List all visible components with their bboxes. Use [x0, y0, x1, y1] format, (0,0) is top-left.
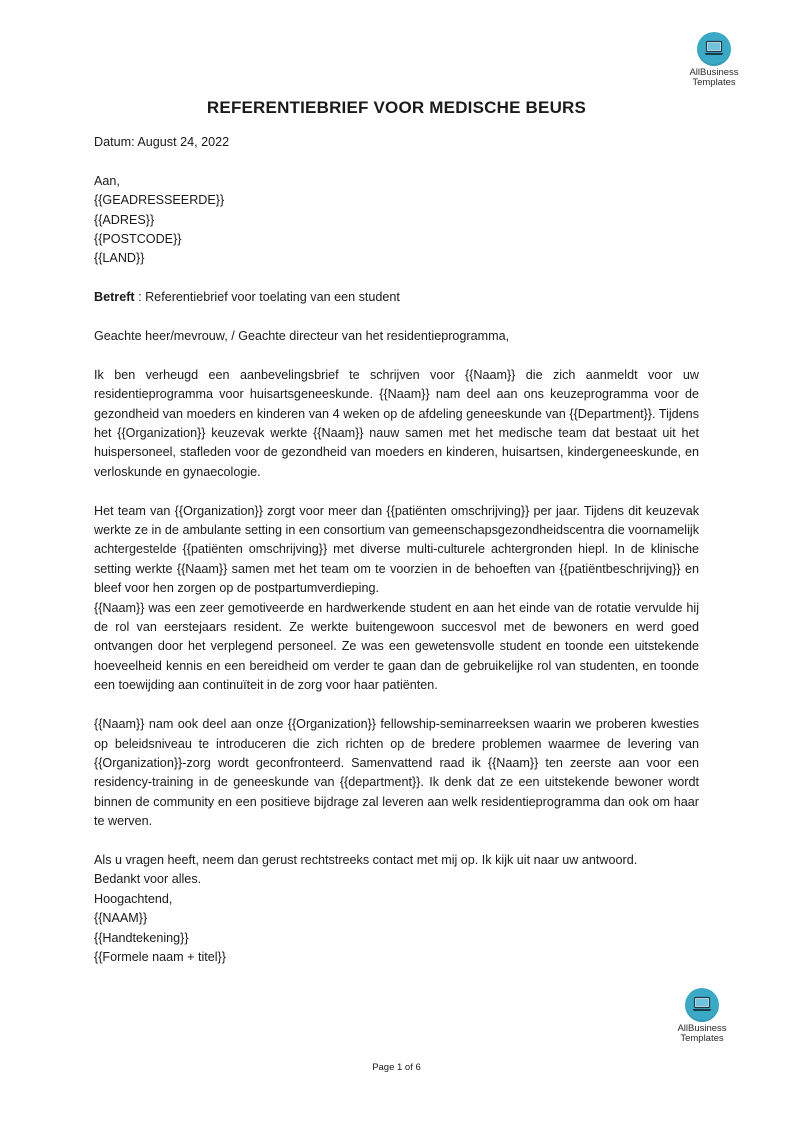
closing-signature: {{Handtekening}}: [94, 930, 189, 945]
greeting: Geachte heer/mevrouw, / Geachte directeur van het residentieprogramma,: [94, 329, 510, 344]
spacer: [94, 269, 699, 288]
closing-formal-name: {{Formele naam + titel}}: [94, 949, 226, 964]
laptop-icon: [697, 32, 731, 66]
recipient-postcode: {{POSTCODE}}: [94, 232, 182, 247]
spacer: [94, 832, 699, 851]
brand-logo-text: [662, 1024, 742, 1044]
date-line: Datum: August 24, 2022: [94, 135, 230, 149]
body-paragraph-4: {{Naam}} nam ook deel aan onze {{Organization}} fellowship-seminarreeksen waarin we proberen kwesties op beleidsniveau te introduceren die zich richten op de bredere problemen waarmee de levering van {{Organization}}-zorg wordt geconfronteerd. Samenvattend raad ik {{Naam}} ten zeerste aan voor een residency-training in de geneeskunde van {{department}}. Ik denk dat ze een uitstekende bewoner wordt binnen de community en een positieve bijdrage zal leveren aan welk residentieprogramma dan ook om haar te werven.: [94, 717, 699, 829]
subject-label: Betreft: [94, 290, 135, 305]
brand-line-1: AllBusiness: [689, 67, 739, 78]
laptop-icon: [685, 988, 719, 1022]
brand-line-2: Templates: [692, 77, 736, 88]
brand-logo-text: [674, 68, 754, 88]
body-paragraph-3: {{Naam}} was een zeer gemotiveerde en hardwerkende student en aan het einde van de rotatie vervulde hij de rol van eerstejaars resident. Ze werkte buitengewoon succesvol met de bewoners en werd goed ontvangen door het verplegend personeel. Ze was een gewetensvolle student en toonde een uitstekende hoeveelheid kennis en een bereidheid om verder te gaan dan de gebruikelijke rol van studenten, en toonde een toewijding aan continuïteit in de zorg voor haar patiënten.: [94, 600, 699, 693]
spacer: [94, 696, 699, 715]
recipient-address: {{ADRES}}: [94, 212, 155, 227]
brand-line-2: Templates: [680, 1033, 724, 1044]
closing-regards: Hoogachtend,: [94, 891, 173, 906]
body-paragraph-2: Het team van {{Organization}} zorgt voor meer dan {{patiënten omschrijving}} per jaar. Tijdens dit keuzevak werkte ze in de ambulante setting in een consortium van gemeenschapsgezondheidscentra die voornamelijk achtergestelde {{patiënten omschrijving}} met diverse multi-culturele achtergronden hiepl. In de klinische setting werkte {{Naam}} samen met het team om te voorzien in de behoeften van {{patiëntbeschrijving}} en bleef voor hen zorgen op de postpartumverdieping.: [94, 503, 699, 596]
brand-logo-top: [674, 32, 754, 88]
spacer: [94, 482, 699, 501]
closing-contact: Als u vragen heeft, neem dan gerust rechtstreeks contact met mij op. Ik kijk uit naar uw antwoord.: [94, 852, 638, 867]
body-paragraph-1: Ik ben verheugd een aanbevelingsbrief te schrijven voor {{Naam}} die zich aanmeldt voor uw residentieprogramma voor huisartsgeneeskunde. {{Naam}} nam deel aan ons keuzeprogramma voor de gezondheid van moeders en kinderen van 4 weken op de afdeling geneeskunde van {{Department}}. Tijdens het {{Organization}} keuzevak werkte {{Naam}} nauw samen met het medische team dat bestaat uit het huispersoneel, stafleden voor de gezondheid van moeders en kinderen, huisartsen, kindergeneeskunde, en verloskunde en gynaecologie.: [94, 367, 699, 479]
recipient-addressee: {{GEADRESSEERDE}}: [94, 193, 225, 208]
document-title: REFERENTIEBRIEF VOOR MEDISCHE BEURS: [206, 98, 587, 117]
letter-body: [94, 133, 699, 967]
spacer: [94, 346, 699, 365]
recipient-salutation: Aan,: [94, 173, 120, 188]
subject-text: : Referentiebrief voor toelating van een student: [134, 290, 400, 305]
closing-name: {{NAAM}}: [94, 911, 148, 926]
page-number: Page 1 of 6: [372, 1062, 421, 1073]
spacer: [94, 308, 699, 327]
recipient-country: {{LAND}}: [94, 251, 145, 266]
subject-line: [94, 288, 699, 307]
brand-logo-bottom: [662, 988, 742, 1044]
brand-line-1: AllBusiness: [677, 1023, 727, 1034]
spacer: [94, 152, 699, 171]
closing-thanks: Bedankt voor alles.: [94, 872, 202, 887]
